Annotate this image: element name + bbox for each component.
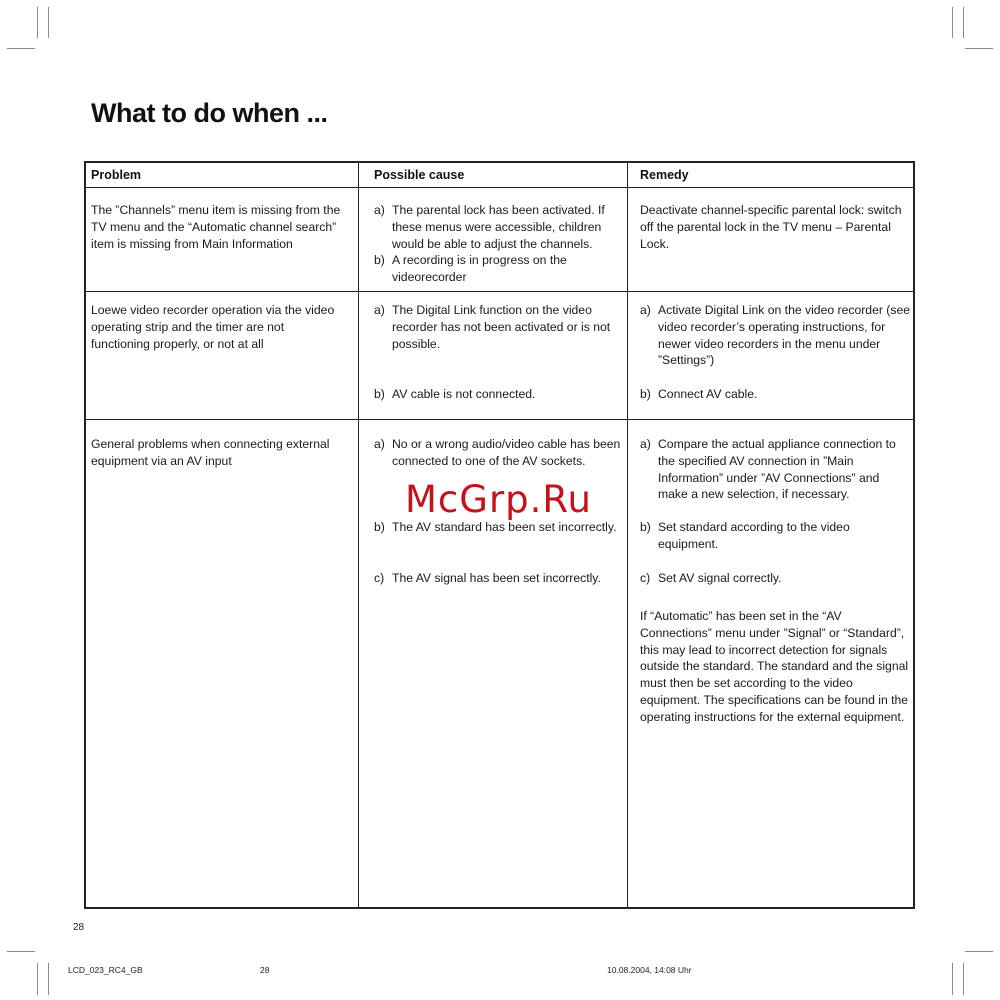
item-text: Set standard according to the video equipment. [658, 520, 850, 551]
crop-mark [965, 48, 993, 49]
item-text: Set AV signal correctly. [658, 571, 782, 585]
page-title: What to do when ... [91, 98, 328, 128]
item-text: The parental lock has been activated. If these menus were accessible, children would be able to adjust the channels. [392, 203, 605, 251]
item-label: b) [374, 387, 385, 401]
row3-cause-b [374, 519, 624, 536]
item-text: The AV signal has been set incorrectly. [392, 571, 601, 585]
item-text: A recording is in progress on the videorecorder [392, 253, 567, 284]
item-label: b) [374, 520, 385, 534]
crop-mark [48, 963, 49, 995]
crop-mark [7, 951, 35, 952]
crop-mark [963, 7, 964, 38]
crop-mark [48, 7, 49, 38]
column-divider [627, 163, 628, 907]
item-label: b) [640, 520, 651, 534]
item-text: Activate Digital Link on the video recorder (see video recorder’s operating instructions, for newer video recorders in the menu under ”Settings”) [658, 303, 911, 368]
row3-remedy-b [640, 519, 912, 553]
footer-timestamp: 10.08.2004, 14:08 Uhr [607, 965, 692, 975]
row2-remedy-a [640, 302, 912, 369]
row3-remedy-c [640, 570, 905, 587]
row3-remedy-a [640, 436, 905, 503]
item-label: a) [374, 203, 385, 217]
item-text: Compare the actual appliance connection to the specified AV connection in ”Main Information” under ”AV Connections” and make a new selection, if necessary. [658, 437, 896, 502]
item-text: AV cable is not connected. [392, 387, 536, 401]
item-label: a) [374, 437, 385, 451]
item-label: a) [640, 437, 651, 451]
item-label: c) [640, 571, 651, 585]
crop-mark [37, 963, 38, 995]
row2-remedy-b [640, 386, 905, 403]
item-text: No or a wrong audio/video cable has been connected to one of the AV sockets. [392, 437, 621, 468]
crop-mark [7, 48, 35, 49]
row1-remedy: Deactivate channel-specific parental lock: switch off the parental lock in the TV menu – Parental Lock. [640, 203, 902, 251]
item-label: a) [640, 303, 651, 317]
item-label: b) [640, 387, 651, 401]
crop-mark [952, 963, 953, 995]
page-number: 28 [73, 922, 85, 933]
column-divider [358, 163, 359, 907]
row1-cause-a [374, 202, 619, 252]
crop-mark [37, 7, 38, 38]
item-text: The AV standard has been set incorrectly. [392, 520, 617, 534]
row3-problem: General problems when connecting external equipment via an AV input [91, 437, 330, 468]
item-label: c) [374, 571, 385, 585]
item-label: a) [374, 303, 385, 317]
row2-problem: Loewe video recorder operation via the video operating strip and the timer are not functioning properly, or not at all [91, 303, 335, 351]
header-problem: Problem [91, 168, 142, 182]
row-divider [86, 291, 913, 292]
item-label: b) [374, 253, 385, 267]
watermark: McGrp.Ru [405, 478, 592, 521]
crop-mark [952, 7, 953, 38]
row1-problem: The ”Channels” menu item is missing from the TV menu and the “Automatic channel search” item is missing from Main Information [91, 203, 341, 251]
troubleshooting-table [84, 161, 915, 909]
item-text: The Digital Link function on the video recorder has not been activated or is not possible. [392, 303, 611, 351]
header-divider [86, 187, 913, 188]
row2-cause-a [374, 302, 619, 352]
header-remedy: Remedy [640, 168, 689, 182]
header-possible-cause: Possible cause [374, 168, 465, 182]
footer-file-name: LCD_023_RC4_GB [68, 965, 143, 975]
crop-mark [965, 951, 993, 952]
crop-mark [963, 963, 964, 995]
row3-cause-a [374, 436, 622, 470]
row3-cause-c [374, 570, 622, 587]
row-divider [86, 419, 913, 420]
row2-cause-b [374, 386, 619, 403]
row3-remedy-note: If “Automatic” has been set in the “AV Connections” menu under ”Signal” or “Standard”, this may lead to incorrect detection for signals outside the standard. The standard and the signal must then be set according to the video equipment. The specifications can be found in the operating instructions for the external equipment. [640, 609, 909, 724]
footer-page: 28 [260, 965, 270, 975]
item-text: Connect AV cable. [658, 387, 758, 401]
row1-cause-b [374, 252, 619, 286]
